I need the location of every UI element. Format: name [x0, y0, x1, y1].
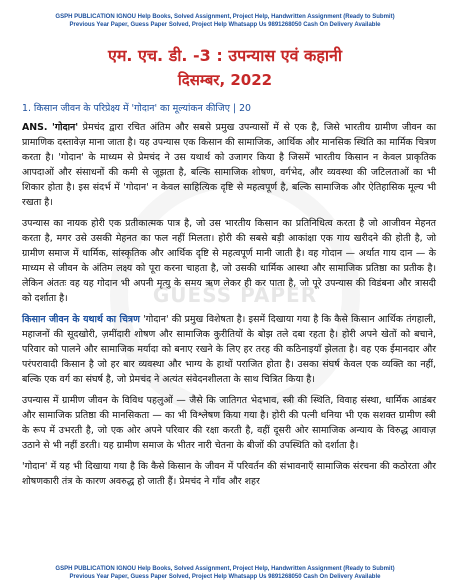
question-heading: 1. किसान जीवन के परिप्रेक्ष्य में 'गोदान' का मूल्यांकन कीजिए | 20 — [22, 103, 252, 114]
document-body — [22, 101, 436, 495]
paragraph-5: 'गोदान' में यह भी दिखाया गया है कि कैसे किसान के जीवन में परिवर्तन की संभावनाएँ सामाजिक संरचना की कठोरता और शोषणकारी तंत्र के कारण अवरुद्ध हो जाती हैं। प्रेमचंद ने गाँव और शहर — [22, 461, 436, 487]
answer-label: ANS. — [22, 122, 48, 133]
page-footer — [0, 565, 450, 581]
godaan-keyword: 'गोदान' — [52, 122, 79, 133]
watermark-text: GUESS PAPER — [152, 283, 318, 307]
paragraph-3-text: 'गोदान' की प्रमुख विशेषता है। इसमें दिखाया गया है कि कैसे किसान आर्थिक तंगहाली, महाजनों की सूदखोरी, ज़मींदारी शोषण और सामाजिक कुरीतियों के बोझ तले दबा रहता है। होरी अपने खेतों को बचाने, परिवार को पालने और सामाजिक मर्यादा को बनाए रखने के लिए हर तरह की कठिनाइयाँ झेलता है। वह एक ईमानदार और परंपरावादी किसान है जो हर बार व्यवस्था और भाग्य के हाथों पराजित होता है। उसका संघर्ष केवल एक व्यक्ति का नहीं, बल्कि एक वर्ग का संघर्ष है, जो प्रेमचंद ने अत्यंत संवेदनशीलता के साथ चित्रित किया है। — [22, 314, 436, 385]
page-title: एम. एच. डी. -3 : उपन्यास एवं कहानी — [107, 46, 343, 65]
paragraph-3 — [22, 312, 436, 387]
paragraph-3-heading: किसान जीवन के यथार्थ का चित्रण — [22, 314, 140, 325]
paragraph-1 — [22, 120, 436, 210]
footer-line-1: GSPH PUBLICATION IGNOU Help Books, Solved Assignment, Project Help, Handwritten Assignment (Ready to Submit) — [55, 566, 395, 572]
header-line-1: GSPH PUBLICATION IGNOU Help Books, Solved Assignment, Project Help, Handwritten Assignment (Ready to Submit) — [55, 14, 395, 20]
paragraph-2: उपन्यास का नायक होरी एक प्रतीकात्मक पात्र है, जो उस भारतीय किसान का प्रतिनिधित्व करता है जो आजीवन मेहनत करता है, मगर उसे उसकी मेहनत का फल नहीं मिलता। होरी की सबसे बड़ी आकांक्षा एक गाय खरीदने की होती है, जो ग्रामीण समाज में धार्मिक, सांस्कृतिक और आर्थिक दृष्टि से महत्वपूर्ण मानी जाती है। वह गोदान — अर्थात गाय दान — के माध्यम से जीवन के अंतिम लक्ष्य को पूरा करना चाहता है, जो उसकी धार्मिक आस्था और सामाजिक प्रतिष्ठा का प्रतीक है। लेकिन अंततः वह यह गोदान भी अपनी मृत्यु के समय ऋण लेकर ही कर पाता है, जो पूरे उपन्यास की विडंबना और त्रासदी को दर्शाता है। — [22, 218, 436, 304]
header-line-2: Previous Year Paper, Guess Paper Solved, Project Help Whatsapp Us 9891268050 Cash On Delivery Available — [69, 22, 381, 28]
page-subtitle: दिसम्बर, 2022 — [177, 71, 273, 89]
paragraph-1-text: प्रेमचंद द्वारा रचित अंतिम और सबसे प्रमुख उपन्यासों में से एक है, जिसे भारतीय ग्रामीण जीवन का प्रामाणिक दस्तावेज़ माना जाता है। यह उपन्यास एक किसान की सामाजिक, आर्थिक और मानसिक स्थिति का मार्मिक चित्रण करता है। 'गोदान' के माध्यम से प्रेमचंद ने उस यथार्थ को उजागर किया है जिसमें भारतीय किसान न केवल प्राकृतिक आपदाओं और संसाधनों की कमी से जूझता है, बल्कि सामाजिक शोषण, वर्गभेद, और व्यवस्था की जटिलताओं का भी शिकार होता है। इस संदर्भ में 'गोदान' न केवल साहित्यिक दृष्टि से महत्वपूर्ण है, बल्कि सामाजिक और ऐतिहासिक मूल्य भी रखता है। — [22, 122, 436, 208]
paragraph-4: उपन्यास में ग्रामीण जीवन के विविध पहलुओं — जैसे कि जातिगत भेदभाव, स्त्री की स्थिति, विवाह संस्था, धार्मिक आडंबर और सामाजिक प्रतिष्ठा की मानसिकता — का भी विश्लेषण किया गया है। होरी की पत्नी धनिया भी एक सशक्त ग्रामीण स्त्री के रूप में उभरती है, जो एक ओर अपने परिवार की रक्षा करती है, वहीं दूसरी ओर सामाजिक अन्याय के विरुद्ध आवाज़ उठाने से भी नहीं डरती। यह ग्रामीण समाज के भीतर नारी चेतना के बीजों की उपस्थिति को दर्शाता है। — [22, 395, 436, 451]
page-header — [0, 13, 450, 29]
footer-line-2: Previous Year Paper, Guess Paper Solved, Project Help Whatsapp Us 9891268050 Cash On Delivery Available — [69, 574, 381, 580]
